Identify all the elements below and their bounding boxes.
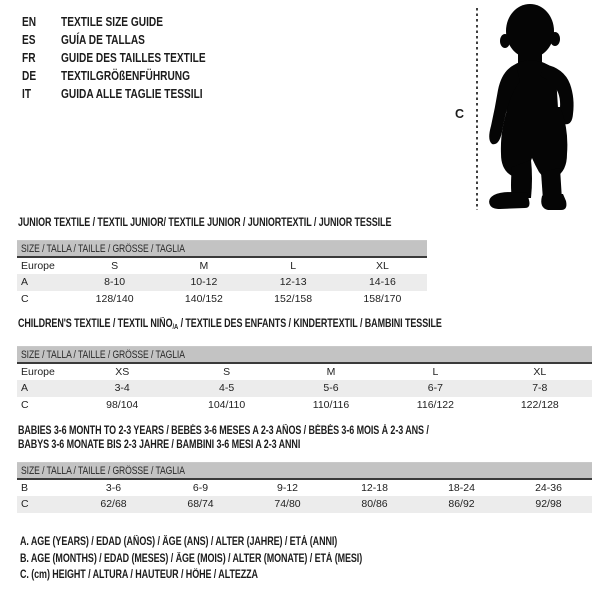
table-cell: XL: [375, 259, 389, 272]
lang-code: DE: [22, 67, 37, 83]
table-cell: 3-6: [105, 481, 122, 494]
babies-size-table: [17, 462, 592, 513]
table-cell: 6-7: [427, 382, 443, 395]
table-cell: 18-24: [448, 481, 475, 494]
baby-silhouette-icon: [486, 2, 596, 212]
table-cell: 116/122: [416, 398, 454, 411]
height-measure-label: C: [455, 107, 465, 121]
babies-section-title: BABIES 3-6 MONTH TO 2-3 YEARS / BEBÉS 3-6 MESES A 2-3 AÑOS / BÉBÉS 3-6 MOIS À 2-3 ANS / BABYS 3-6 MONATE BIS 2-3 JAHRE / BAMBINI 3-6 MESI A 2-3 ANNI: [18, 425, 429, 451]
table-cell: M: [199, 259, 209, 272]
guide-title-fr: GUIDE DES TAILLES TEXTILE: [61, 49, 206, 65]
lang-code: ES: [22, 31, 36, 47]
table-cell: S: [223, 365, 231, 378]
table-cell: 7-8: [532, 382, 548, 395]
legend-line-a: A. AGE (YEARS) / EDAD (AÑOS) / ÂGE (ANS) / ALTER (JAHRE) / ETÀ (ANNI): [20, 536, 338, 549]
table-cell: 62/68: [100, 498, 127, 511]
table-row-sizes: [17, 258, 427, 275]
lang-row-it: [22, 84, 257, 102]
children-section-title: CHILDREN'S TEXTILE / TEXTIL $NIÑO_{/A}$ / TEXTILE DES ENFANTS / KINDERTEXTIL / BAMBINI TESSILE: [18, 318, 442, 331]
table-cell: 8-10: [104, 276, 126, 289]
table-cell: 104/110: [208, 398, 246, 411]
table-cell: A: [21, 276, 29, 289]
table-cell: 152/158: [274, 292, 313, 305]
table-cell: A: [21, 382, 29, 395]
guide-title-de: TEXTILGRÖßENFÜHRUNG: [61, 67, 191, 83]
table-cell: C: [21, 498, 29, 511]
table-cell: 140/152: [184, 292, 223, 305]
legend-line-b: B. AGE (MONTHS) / EDAD (MESES) / ÂGE (MOIS) / ALTER (MONATE) / ETÀ (MESI): [20, 552, 363, 565]
table-cell: 12-13: [279, 276, 307, 289]
table-cell: Europe: [21, 259, 55, 272]
table-cell: 86/92: [448, 498, 475, 511]
table-cell: 98/104: [106, 398, 139, 411]
table-cell: B: [21, 481, 29, 494]
lang-row-fr: [22, 48, 257, 66]
table-cell: L: [290, 259, 297, 272]
table-cell: 10-12: [190, 276, 218, 289]
table-cell: L: [432, 365, 439, 378]
table-row-age-months: [17, 480, 592, 497]
lang-code: EN: [22, 13, 37, 29]
table-cell: 6-9: [192, 481, 209, 494]
children-size-table: [17, 346, 592, 413]
lang-code: IT: [22, 85, 32, 101]
table-row-age: [17, 380, 592, 397]
table-cell: 12-18: [361, 481, 388, 494]
table-cell: 9-12: [276, 481, 298, 494]
table-row-age: [17, 274, 427, 291]
table-cell: 74/80: [274, 498, 301, 511]
legend-line-c: C. (cm) HEIGHT / ALTURA / HAUTEUR / HÖHE / ALTEZZA: [20, 569, 258, 582]
table-cell: 14-16: [368, 276, 396, 289]
table-row-height: [17, 496, 592, 513]
junior-size-table: [17, 240, 427, 307]
table-cell: C: [21, 292, 29, 305]
lang-row-es: [22, 30, 257, 48]
table-cell: 80/86: [361, 498, 388, 511]
table-cell: 110/116: [312, 398, 350, 411]
table-cell: XL: [533, 365, 547, 378]
language-title-list: [22, 12, 257, 102]
nino-a-subscript: /A: [172, 322, 179, 331]
table-cell: 24-36: [535, 481, 562, 494]
table-cell: Europe: [21, 365, 55, 378]
table-cell: 3-4: [114, 382, 130, 395]
table-cell: 92/98: [535, 498, 562, 511]
junior-section-title: JUNIOR TEXTILE / TEXTIL JUNIOR/ TEXTILE JUNIOR / JUNIORTEXTIL / JUNIOR TESSILE: [18, 217, 392, 229]
table-cell: C: [21, 398, 29, 411]
lang-row-en: [22, 12, 257, 30]
lang-row-de: [22, 66, 257, 84]
size-header-bar: SIZE / TALLA / TAILLE / GRÖSSE / TAGLIA: [17, 463, 592, 478]
guide-title-it: GUIDA ALLE TAGLIE TESSILI: [61, 85, 203, 101]
table-cell: 122/128: [520, 398, 559, 411]
height-dotted-line: [476, 8, 478, 210]
lang-code: FR: [22, 49, 36, 65]
table-cell: S: [111, 259, 119, 272]
table-cell: M: [326, 365, 336, 378]
table-cell: 68/74: [187, 498, 214, 511]
table-row-height: [17, 291, 427, 308]
measurement-legend: [20, 534, 459, 584]
table-row-height: [17, 397, 592, 414]
table-cell: XS: [115, 365, 130, 378]
size-header-bar: SIZE / TALLA / TAILLE / GRÖSSE / TAGLIA: [17, 241, 427, 256]
table-cell: 158/170: [363, 292, 402, 305]
table-cell: 128/140: [95, 292, 134, 305]
table-row-sizes: [17, 364, 592, 381]
guide-title-es: GUÍA DE TALLAS: [61, 31, 145, 47]
table-cell: 4-5: [219, 382, 235, 395]
guide-title-en: TEXTILE SIZE GUIDE: [61, 13, 163, 29]
size-header-bar: SIZE / TALLA / TAILLE / GRÖSSE / TAGLIA: [17, 347, 592, 362]
table-cell: 5-6: [323, 382, 339, 395]
